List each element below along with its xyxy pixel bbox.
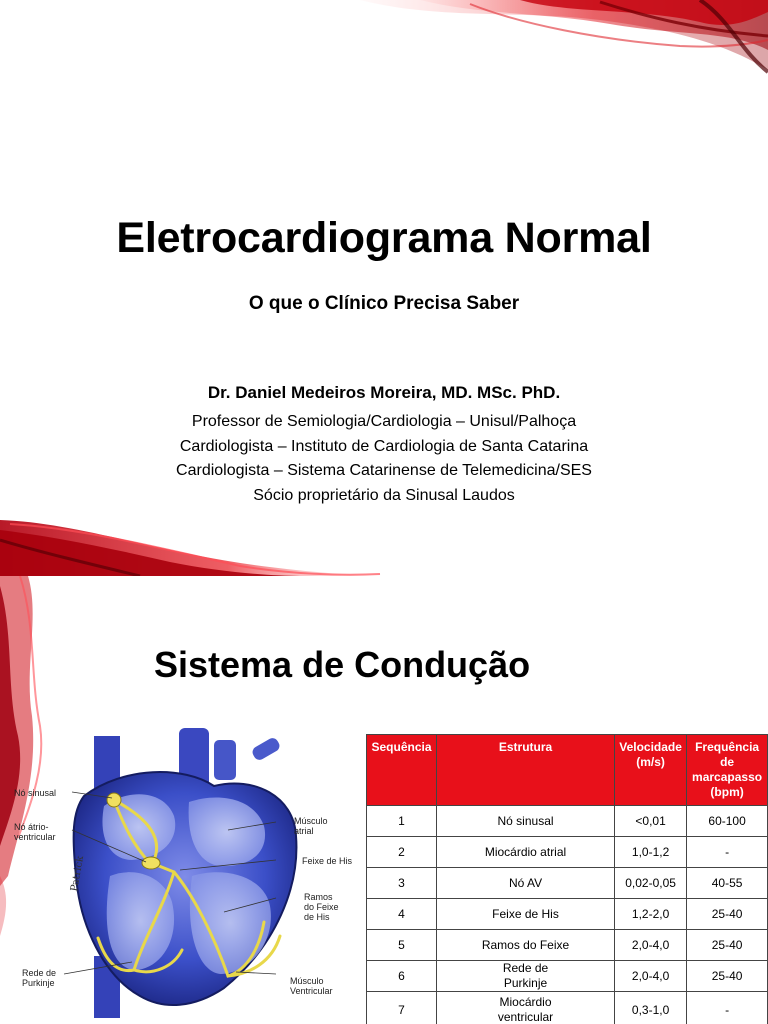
affiliation-line: Professor de Semiologia/Cardiologia – Unisul/Palhoça bbox=[191, 413, 577, 430]
header-frequencia: Frequência de marcapasso (bpm) bbox=[687, 735, 768, 806]
label-purkinje-line2: Purkinje bbox=[22, 978, 55, 988]
cell-rate: 25-40 bbox=[687, 961, 768, 992]
cell-sequence: 5 bbox=[367, 930, 437, 961]
cell-sequence: 2 bbox=[367, 837, 437, 868]
label-musculo-ventricular-line2: Ventricular bbox=[290, 986, 333, 996]
table-row bbox=[367, 806, 768, 837]
label-purkinje-line1: Rede de bbox=[22, 968, 57, 978]
label-musculo-ventricular-line1: Músculo bbox=[290, 976, 324, 986]
cell-sequence: 1 bbox=[367, 806, 437, 837]
slide-title: Sistema de Condução bbox=[154, 644, 531, 685]
label-ramos-line2: do Feixe bbox=[304, 902, 339, 912]
cell-velocity: 0,3-1,0 bbox=[615, 992, 687, 1024]
header-sequencia: Sequência bbox=[367, 735, 437, 806]
cell-velocity: 1,0-1,2 bbox=[615, 837, 687, 868]
cell-rate: 25-40 bbox=[687, 930, 768, 961]
label-musculo-atrial-line2: atrial bbox=[294, 826, 314, 836]
cell-structure: Feixe de His bbox=[437, 899, 615, 930]
label-ramos-line3: de His bbox=[304, 912, 330, 922]
conduction-table-wrapper bbox=[366, 734, 768, 1024]
label-no-av-line1: Nó átrio- bbox=[14, 822, 49, 832]
heart-conduction-diagram bbox=[14, 726, 354, 1018]
cell-sequence: 4 bbox=[367, 899, 437, 930]
author-name: Dr. Daniel Medeiros Moreira, MD. MSc. PhD. bbox=[207, 383, 561, 402]
table-row bbox=[367, 899, 768, 930]
cell-rate: - bbox=[687, 992, 768, 1024]
table-row bbox=[367, 961, 768, 992]
cell-sequence: 7 bbox=[367, 992, 437, 1024]
cell-velocity: 0,02-0,05 bbox=[615, 868, 687, 899]
label-ramos-line1: Ramos bbox=[304, 892, 333, 902]
illustrator-signature: Patrick bbox=[69, 855, 87, 893]
label-no-sinusal: Nó sinusal bbox=[14, 788, 57, 798]
table-row bbox=[367, 868, 768, 899]
cell-velocity: 1,2-2,0 bbox=[615, 899, 687, 930]
table-row bbox=[367, 837, 768, 868]
table-header-row bbox=[367, 735, 768, 806]
cell-sequence: 6 bbox=[367, 961, 437, 992]
heart-illustration bbox=[14, 726, 354, 1018]
label-no-av-line2: ventricular bbox=[14, 832, 56, 842]
affiliation-line: Cardiologista – Instituto de Cardiologia de Santa Catarina bbox=[179, 437, 589, 455]
table-row bbox=[367, 992, 768, 1024]
cell-structure: Rede de Purkinje bbox=[437, 961, 615, 992]
author-affiliations bbox=[0, 410, 768, 508]
conduction-system-slide bbox=[0, 576, 768, 1024]
cell-velocity: 2,0-4,0 bbox=[615, 930, 687, 961]
cell-rate: 40-55 bbox=[687, 868, 768, 899]
cell-structure: Miocárdio ventricular bbox=[437, 992, 615, 1024]
cell-velocity: <0,01 bbox=[615, 806, 687, 837]
cell-rate: 25-40 bbox=[687, 899, 768, 930]
cell-structure: Nó AV bbox=[437, 868, 615, 899]
affiliation-line: Sócio proprietário da Sinusal Laudos bbox=[253, 486, 515, 504]
presentation-title: Eletrocardiograma Normal bbox=[116, 214, 652, 262]
label-musculo-atrial-line1: Músculo bbox=[294, 816, 328, 826]
cell-structure: Nó sinusal bbox=[437, 806, 615, 837]
cell-rate: - bbox=[687, 837, 768, 868]
presentation-subtitle: O que o Clínico Precisa Saber bbox=[248, 293, 520, 314]
header-velocidade: Velocidade (m/s) bbox=[615, 735, 687, 806]
cell-velocity: 2,0-4,0 bbox=[615, 961, 687, 992]
table-row bbox=[367, 930, 768, 961]
cell-sequence: 3 bbox=[367, 868, 437, 899]
affiliation-line: Cardiologista – Sistema Catarinense de Telemedicina/SES bbox=[176, 462, 592, 479]
label-feixe-de-his: Feixe de His bbox=[302, 856, 353, 866]
cell-rate: 60-100 bbox=[687, 806, 768, 837]
cell-structure: Miocárdio atrial bbox=[437, 837, 615, 868]
cell-structure: Ramos do Feixe bbox=[437, 930, 615, 961]
header-estrutura: Estrutura bbox=[437, 735, 615, 806]
conduction-velocity-table bbox=[366, 734, 768, 1024]
